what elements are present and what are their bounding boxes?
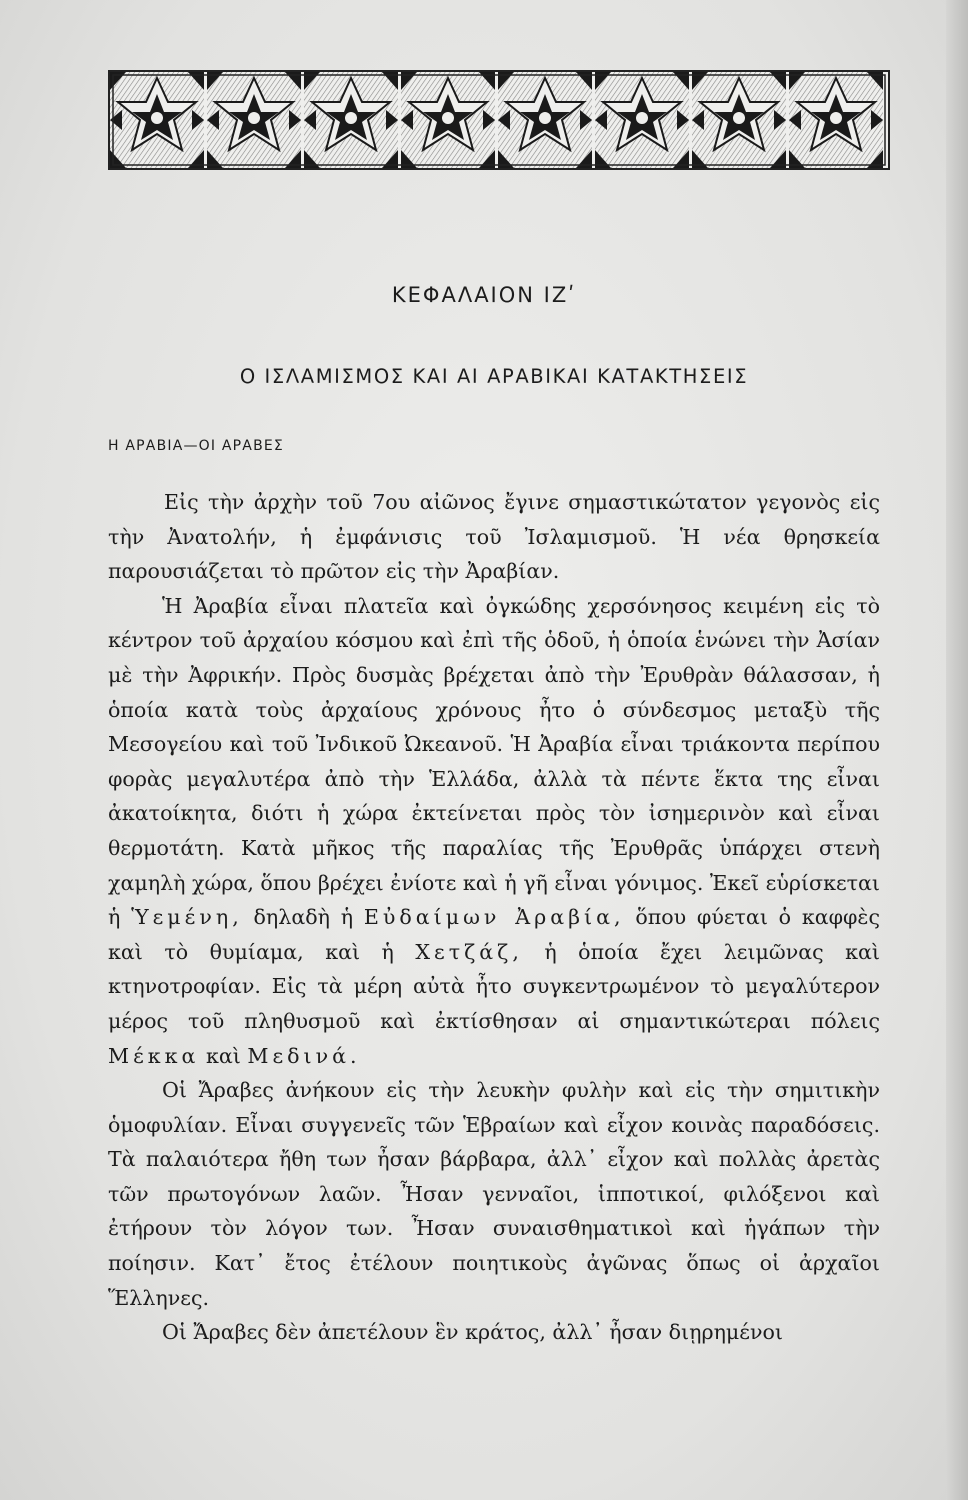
paragraph-3: Οἱ Ἄραβες ἀνήκουν εἰς τὴν λευκὴν φυλὴν καὶ εἰς τὴν σημιτικὴν ὁμοφυλίαν. Εἶναι συγγενεῖς τῶν Ἑβραίων καὶ εἶχον κοινὰς παραδόσεις. Τὰ παλαιότερα ἤθη των ἦσαν βάρβαρα, ἀλλ᾽ εἶχον καὶ πολλὰς ἀρετὰς τῶν πρωτογόνων λαῶν. Ἦσαν γενναῖοι, ἱπποτικοί, φιλόξενοι καὶ ἐτήρουν τὸν λόγον των. Ἦσαν συναισθηματικοὶ καὶ ἠγάπων τὴν ποίησιν. Κατ᾽ ἔτος ἐτέλουν ποιητικοὺς ἀγῶνας ὅπως οἱ ἀρχαῖοι Ἕλληνες. — [108, 1078, 880, 1310]
chapter-title: ΚΕΦΑΛΑΙΟΝ ΙΖʹ — [391, 283, 577, 307]
place-eudaimon-arabia: Εὐδαίμων Ἀραβία, — [363, 905, 625, 930]
paragraph-2-part-d: ἡ ὁποία ἔχει λειμῶνας καὶ κτηνοτροφίαν. Εἰς τὰ μέρη αὐτὰ ἦτο συγκεντρωμένον τὸ μεγαλύτερον μέρος τοῦ πληθυσμοῦ καὶ ἐκτίσθησαν αἱ σημαντικώτεραι πόλεις — [108, 939, 880, 1033]
city-mecca: Μέκκα — [108, 1043, 200, 1068]
paragraph-2-part-b: δηλαδὴ ἡ — [253, 905, 354, 930]
place-yemen: Ὑεμένη, — [131, 905, 243, 930]
paragraph-1: Εἰς τὴν ἀρχὴν τοῦ 7ου αἰῶνος ἔγινε σημαστικώτατον γεγονὸς εἰς τὴν Ἀνατολήν, ἡ ἐμφάνισις τοῦ Ἰσλαμισμοῦ. Ἡ νέα θρησκεία παρουσιάζεται τὸ πρῶτον εἰς τὴν Ἀραβίαν. — [108, 490, 880, 584]
decorative-arabesque-headpiece — [108, 70, 890, 170]
section-heading: Η ΑΡΑΒΙΑ—ΟΙ ΑΡΑΒΕΣ — [108, 438, 284, 454]
paragraph-4: Οἱ Ἄραβες δὲν ἀπετέλουν ἓν κράτος, ἀλλ᾽ ἦσαν διῃρημένοι — [162, 1320, 783, 1345]
paragraph-2-part-c: ὅπου φύεται ὁ καφφὲς καὶ τὸ θυμίαμα, καὶ ἡ — [108, 905, 881, 964]
paragraph-2-part-a: Ἡ Ἀραβία εἶναι πλατεῖα καὶ ὀγκώδης χερσόνησος κειμένη εἰς τὸ κέντρον τοῦ ἀρχαίου κόσμου καὶ ἐπὶ τῆς ὁδοῦ, ἡ ὁποία ἑνώνει τὴν Ἀσίαν μὲ τὴν Ἀφρικήν. Πρὸς δυσμὰς βρέχεται ἀπὸ τὴν Ἐρυθρὰν θάλασσαν, ἡ ὁποία κατὰ τοὺς ἀρχαίους χρόνους ἦτο ὁ σύνδεσμος μεταξὺ τῆς Μεσογείου καὶ τοῦ Ἰνδικοῦ Ὠκεανοῦ. Ἡ Ἀραβία εἶναι τριάκοντα περίπου φορὰς μεγαλυτέρα ἀπὸ τὴν Ἑλλάδα, ἀλλὰ τὰ πέντε ἕκτα της εἶναι ἀκατοίκητα, διότι ἡ χώρα ἐκτείνεται πρὸς τὸν ἰσημερινὸν καὶ εἶναι θερμοτάτη. Κατὰ μῆκος τῆς παραλίας τῆς Ἐρυθρᾶς ὑπάρχει στενὴ χαμηλὴ χώρα, ὅπου βρέχει ἐνίοτε καὶ ἡ γῆ εἶναι γόνιμος. Ἐκεῖ εὑρίσκεται ἡ — [108, 593, 880, 930]
body-text — [108, 485, 880, 1350]
conjunction-and: καὶ — [205, 1043, 241, 1068]
place-hejaz: Χετζάζ, — [415, 939, 523, 964]
city-medina: Μεδινά. — [247, 1043, 361, 1068]
page-edge-shadow — [946, 0, 968, 1500]
chapter-subtitle: Ο ΙΣΛΑΜΙΣΜΟΣ ΚΑΙ ΑΙ ΑΡΑΒΙΚΑΙ ΚΑΤΑΚΤΗΣΕΙΣ — [239, 365, 749, 388]
paragraph-2 — [108, 589, 880, 1073]
